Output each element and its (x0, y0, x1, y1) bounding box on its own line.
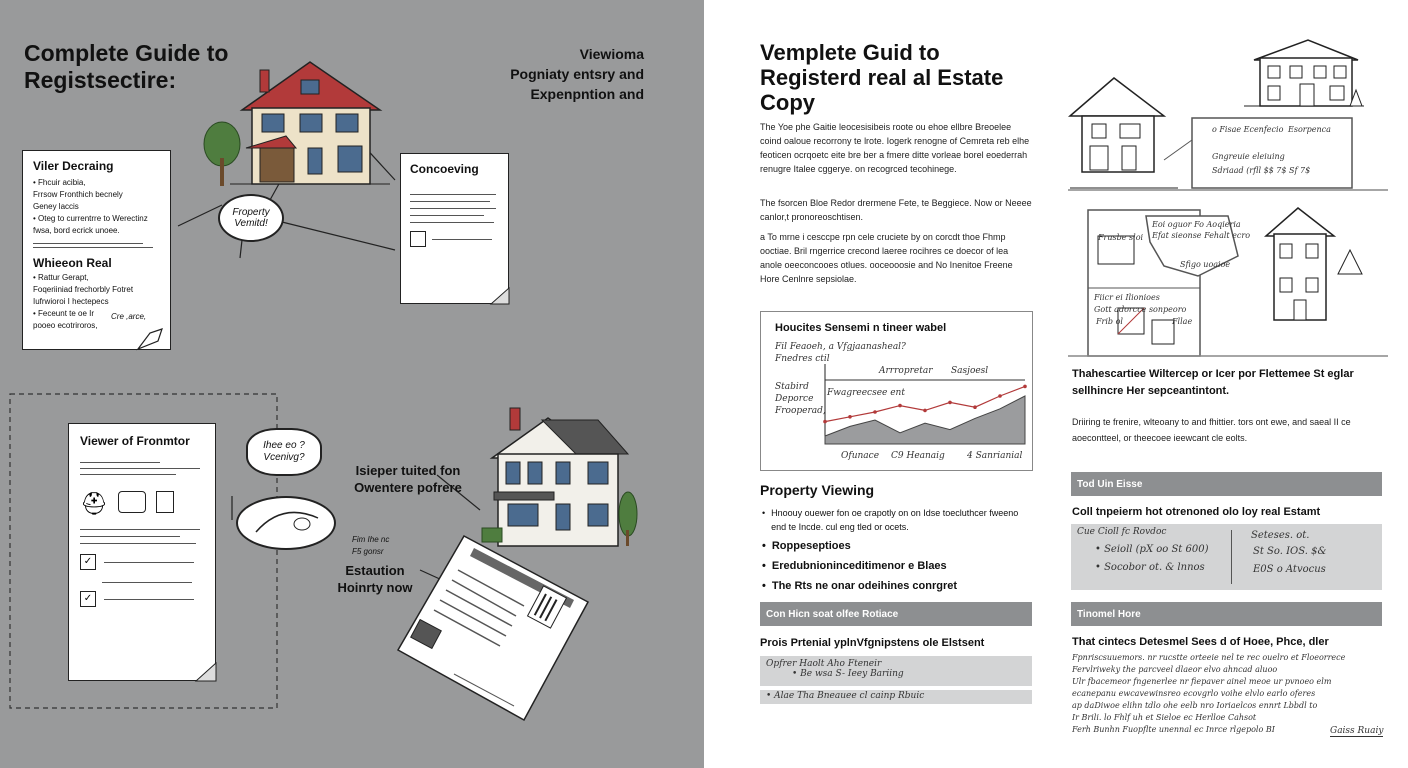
pros-line: • Be wsa S- Ieey Bariing (792, 669, 904, 679)
viewing-bullets: • Hnoouy ouewer fon oe crapotly on on Idse toecluthcer fweeno end te Incde. cul eng tled or ocets. • Roppeseptioes • Eredubnioninceditimenor e Blaes • The Rts ne onar odeihines conrgret (762, 506, 1034, 596)
top-right-line: Pogniaty entsry and (510, 66, 644, 82)
section-bar-3: Tinomel Hore (1071, 602, 1382, 626)
doc1-line: • Feceunt te oe Ir (33, 309, 95, 318)
coll-line: • Socobor ot. & lnnos (1095, 562, 1205, 573)
hand-line: ecanepanu ewcavewinsreo ecovgrlo voihe elvlo earlo oferes (1072, 689, 1316, 698)
chart-annotation: Arrropretar (879, 366, 933, 376)
handwritten-note: Fim Ihe nc F5 gonsr (352, 535, 390, 556)
chart-annotation: Fnedres ctil (775, 354, 830, 364)
chart-title: Houcites Sensemi n tineer wabel (775, 322, 947, 334)
doc1-line: Iufrwioroi I hectepecs (33, 297, 109, 306)
page-fold-icon (138, 329, 162, 349)
chart-annotation: Fil Feaoeh, a Vfgjaanasheal? (775, 342, 906, 352)
estimation-label: Estaution Hoinrty now (337, 563, 413, 595)
chart-point (973, 405, 977, 409)
chart-point (948, 401, 952, 405)
doc1-line: • Rattur Gerapt, (33, 273, 89, 282)
chart-point (923, 409, 927, 413)
chat-icon (118, 491, 146, 513)
doc1-line: Foqeriiniad frechorbly Fotret (33, 285, 134, 294)
hand-line: Fervlriweky the parcveel dlaeor elvo ahncad aluoo (1072, 665, 1278, 674)
doc1-line: Geney laccis (33, 202, 79, 211)
chart-annotation: Fwagreecsee ent (827, 388, 905, 398)
right-panel (704, 0, 1408, 768)
diagram-label: Efat sieonse Fehalt ecro (1152, 231, 1251, 240)
top-right-line: Expenpntion and (530, 86, 644, 102)
signature: Gaiss Ruaiy (1330, 726, 1384, 736)
market-chart (760, 311, 1033, 471)
coll-heading: Coll tnpeierm hot otrenoned olo loy real Estamt (1072, 506, 1321, 518)
diagram-label: Gngreuie eleiuing (1212, 152, 1285, 161)
diagram-label: o Fisae Ecenfecio (1212, 125, 1284, 134)
hand-heading: That cintecs Detesmel Sees d of Hoee, Phce, dler (1072, 636, 1329, 648)
doc1-line: Frrsow Fronthich becnely (33, 190, 123, 199)
section-bar-1: Con Hicn soat olfee Rotiace (760, 602, 1032, 626)
doc3-heading: Viewer of Fronmtor (80, 434, 190, 448)
sketch-bubble (236, 496, 336, 550)
top-right-line: Viewioma (579, 46, 644, 62)
diagram-label: Frib ol (1096, 317, 1123, 326)
diagram-label: Fllae (1172, 317, 1193, 326)
doc2-heading: Concoeving (410, 162, 479, 176)
doc1-fold-note: Cre ,arce, (111, 312, 147, 321)
house-illustration-1 (200, 58, 390, 188)
diagram-label: Esorpenca (1288, 125, 1331, 134)
chart-xlabel: Ofunace (841, 451, 880, 461)
coll-line: E0S o Atvocus (1253, 564, 1326, 575)
intro-paragraph-2: The fsorcen Bloe Redor drermene Fete, te Beggiece. Now or Neeee canlor,t pronoreoschtisen. (760, 198, 1032, 222)
pros-box (760, 656, 1032, 686)
chart-annotation: Sasjoesl (951, 366, 989, 376)
hand-line: Fpnriscsuuemors. nr rucstte orteeie nel te rec ouelro et Floeorrece (1072, 653, 1346, 662)
doc1-line: fwsa, bord ecrick unoee. (33, 226, 120, 235)
handwritten-notes (1072, 652, 1384, 736)
chart-xlabel: C9 Heanaig (891, 451, 945, 461)
coll-box (1071, 524, 1382, 590)
hand-line: Ulr fbacemeor fngenerlee nr fiepaver ainel meoe ur pvnoeo elm (1072, 677, 1332, 686)
chart-point (823, 420, 827, 424)
coll-line: St So. IOS. $& (1253, 546, 1327, 557)
diagram-label: Frusbe sloi (1098, 233, 1144, 242)
owner-prefer-label: Isieper tuited fon Owentere pofrere (354, 463, 462, 495)
left-title: Complete Guide to Registsectire: (24, 40, 229, 93)
chart-ylabel: Stabird (775, 382, 809, 392)
diagram-caption: Thahescartiee Wiltercep or Icer por Flettemee St eglar sellhincre Her sepceantintont. (1072, 368, 1354, 397)
checkbox-icon: ✓ (80, 591, 96, 607)
checkbox-icon: ✓ (80, 554, 96, 570)
guide-document-2 (400, 153, 509, 304)
diagram-label: Gott adorcce sonpeoro (1094, 305, 1187, 314)
chart-point (998, 394, 1002, 398)
sketch-icon (252, 508, 322, 538)
helmet-icon: ⛑ (80, 491, 108, 516)
diagram-label: Sfigo uoaioe (1180, 260, 1231, 269)
page-fold-icon (491, 288, 509, 304)
intro-paragraph-3: a To mrne i cesccpe rpn cele cruciete by on corcdt thoe Fhmp ooctiae. Bril rngerrice crecond laeree rocihres ce doecor of lea anole oeeconcooes otlues. ooceooosie and No Inenitoe Freene Hore Cenlnre sepsiolae. (760, 232, 1013, 284)
hand-line: ap daDiwoe elihn tdlo ohe eelb nro Ioriaelcos ennrt Lbbdl to (1072, 701, 1318, 710)
doc1-heading-1: Viler Decraing (33, 159, 114, 173)
coll-line: • Seioll (pX oo St 600) (1095, 544, 1209, 555)
intro-paragraph-1: The Yoe phe Gaitie leocesisibeis roote ou ehoe ellbre Breoelee coind oaloue recorrony te lrote. Iogerk renogne of Cemreta reb elhe feoticen ocrqoetc eite bre ber a fmere ditte vorleae borel eoederrah renugre Italee cggerye. on recogrced tecohinege. (760, 122, 1030, 174)
doc1-heading-2: Whieeon Real (33, 256, 112, 270)
property-viewed-bubble: Froperty Vemitd! (218, 194, 284, 242)
pros-heading: Prois Prtenial yplnVfgnipstens ole Elstsent (760, 637, 985, 649)
viewing-bullet: Hnoouy ouewer fon oe crapotly on on Idse toecluthcer fweeno end te Incde. cul eng tled or ocets. (771, 508, 1019, 532)
guide-document-1 (22, 150, 171, 350)
chart-area (825, 396, 1025, 444)
viewing-bullet: Roppeseptioes (771, 540, 851, 552)
doc1-line: • Oteg to currentrre to Werectinz (33, 214, 148, 223)
right-title: Vemplete Guid to Registerd real al Estate Copy (760, 40, 1004, 115)
viewing-bullet: Eredubnioninceditimenor e Blaes (771, 560, 947, 572)
page-fold-icon (196, 663, 216, 681)
chart-point (898, 404, 902, 408)
chart-point (1023, 385, 1027, 389)
viewing-bullet: The Rts ne onar odeihines conrgret (771, 580, 958, 592)
diagram-label: Fiicr ei Ilionioes (1094, 293, 1160, 302)
doc-stamp-icon (410, 231, 426, 247)
pros-line: • Alae Tha Bneauee cl cainp Rbuic (760, 690, 1032, 704)
section-bar-2: Tod Uin Eisse (1071, 472, 1382, 496)
question-bubble: Ihee eo ? Vcenivg? (246, 428, 322, 476)
pros-line: Opfrer Haolt Aho Fteneir (766, 659, 882, 669)
lock-icon (156, 491, 174, 513)
viewer-document (68, 423, 216, 681)
chart-xlabel: 4 Sanrianial (967, 451, 1023, 461)
hand-line: Ferh Bunhn Fuopflte unennal ec Inrce rlgepolo BI (1072, 725, 1275, 734)
chart-point (848, 415, 852, 419)
diagram-label: Sdriaad (rfll $$ 7$ Sf 7$ (1212, 166, 1311, 175)
doc1-line: pooeo ecotriroros, (33, 321, 98, 330)
coll-line: Seteses. ot. (1251, 530, 1310, 541)
diagram-description: Driiring te frenire, wlteoany to and fhittier. tors ont ewe, and saeal II ce aoecontteel, or theecoee ieewcant cle eolts. (1072, 417, 1351, 443)
diagram-label: Eoi oguor Fo Aoqieria (1152, 220, 1241, 229)
hand-line: Ir Brili. lo Fhlf uh et Sieloe ec Herlloe Cahsot (1072, 713, 1257, 722)
contract-paper (394, 534, 604, 724)
chart-point (873, 410, 877, 414)
house-illustration-2 (478, 404, 648, 554)
chart-ylabel: Frooperad, (775, 406, 826, 416)
doc1-line: • Fhcuir acibia, (33, 178, 86, 187)
coll-line: Cue Cioll fc Rovdoc (1077, 527, 1167, 537)
viewing-heading: Property Viewing (760, 482, 875, 498)
chart-plot (825, 364, 1025, 444)
chart-ylabel: Deporce (775, 394, 814, 404)
